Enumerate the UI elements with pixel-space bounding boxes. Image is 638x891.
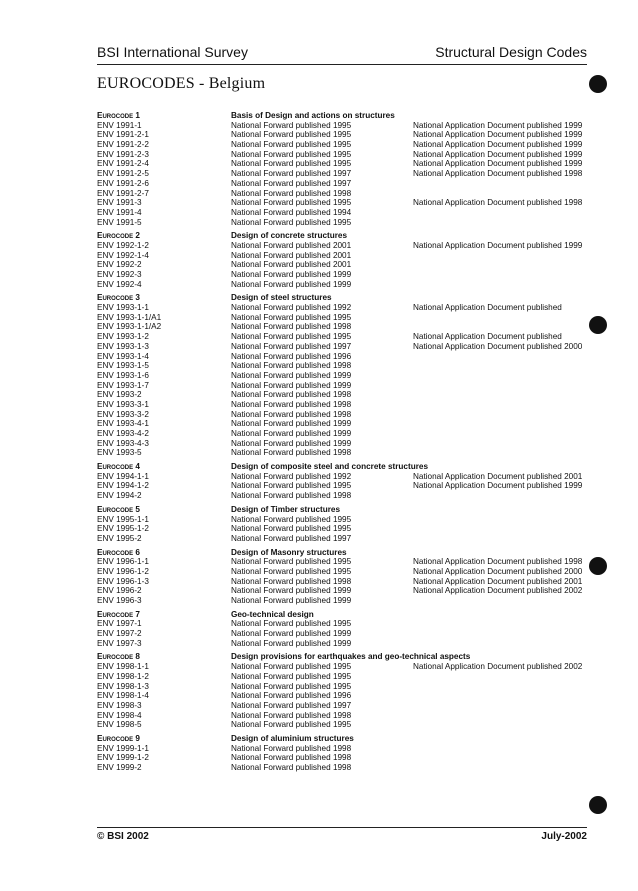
standard-row [97,524,597,534]
standard-row [97,130,597,140]
eurocode-number: Eurocode 3 [97,293,140,303]
standard-row [97,241,597,251]
header-survey-title: BSI International Survey [97,44,248,60]
eurocode-number: Eurocode 1 [97,111,140,120]
standard-row [97,322,597,332]
standard-row [97,472,597,482]
national-forward-status: National Forward published 1997 [231,700,352,710]
section-header-row [97,462,597,472]
standard-row [97,371,597,381]
standard-code: ENV 1997-1 [97,619,142,629]
nad-status: National Application Document published 1998 [413,198,583,208]
standard-row [97,218,597,228]
national-forward-status: National Forward published 1999 [231,596,352,605]
nad-status: National Application Document published [413,303,562,313]
national-forward-status: National Forward published 1992 [231,303,352,313]
nad-status: National Application Document published 2002 [413,586,583,596]
standard-row [97,744,597,754]
national-forward-status: National Forward published 1995 [231,671,352,681]
national-forward-status: National Forward published 1998 [231,491,352,501]
standard-code: ENV 1994-2 [97,491,142,501]
national-forward-status: National Forward published 1998 [231,390,352,400]
standard-row [97,567,597,577]
eurocode-section [97,462,597,501]
standard-row [97,150,597,160]
nad-status: National Application Document published 2002 [413,662,583,672]
standard-code: ENV 1996-3 [97,596,142,605]
standard-code: ENV 1993-1-1 [97,303,149,313]
standard-code: ENV 1993-5 [97,448,142,458]
standard-code: ENV 1998-1-4 [97,691,149,701]
standard-row [97,400,597,410]
standard-code: ENV 1993-1-1/A1 [97,312,162,322]
section-header-row [97,548,597,558]
national-forward-status: National Forward published 1995 [231,720,352,730]
eurocode-section [97,505,597,544]
eurocode-number: Eurocode 9 [97,733,140,743]
standard-code: ENV 1994-1-2 [97,481,149,491]
national-forward-status: National Forward published 1999 [231,380,352,390]
standard-code: ENV 1998-1-2 [97,671,149,681]
standard-row [97,515,597,525]
national-forward-status: National Forward published 1995 [231,140,352,150]
standard-code: ENV 1991-2-7 [97,188,149,198]
national-forward-status: National Forward published 1999 [231,279,352,289]
section-header-row [97,610,597,620]
standard-row [97,361,597,371]
nad-status: National Application Document published 1999 [413,159,583,169]
section-heading: Design of composite steel and concrete structures [231,462,429,472]
national-forward-status: National Forward published 1995 [231,159,352,169]
punch-hole-mark [589,75,607,93]
section-heading: Design of Masonry structures [231,547,347,557]
eurocode-number: Eurocode 5 [97,504,140,514]
section-heading: Design provisions for earthquakes and geo-technical aspects [231,652,471,662]
standard-code: ENV 1999-1-2 [97,753,149,763]
standard-code: ENV 1991-3 [97,198,142,208]
standard-code: ENV 1995-2 [97,533,142,543]
nad-status: National Application Document published 1998 [413,557,583,567]
standard-row [97,672,597,682]
standard-row [97,260,597,270]
standard-code: ENV 1995-1-2 [97,524,149,534]
eurocode-section [97,231,597,289]
nad-status: National Application Document published 1998 [413,169,583,179]
national-forward-status: National Forward published 1995 [231,681,352,691]
eurocode-section [97,652,597,730]
standard-row [97,439,597,449]
standard-row [97,189,597,199]
national-forward-status: National Forward published 1998 [231,399,352,409]
national-forward-status: National Forward published 1995 [231,149,352,159]
national-forward-status: National Forward published 1995 [231,566,352,576]
standard-code: ENV 1993-2 [97,390,142,400]
standard-row [97,419,597,429]
national-forward-status: National Forward published 1995 [231,130,352,140]
standard-row [97,381,597,391]
eurocode-section [97,548,597,606]
section-heading: Design of steel structures [231,293,332,303]
eurocode-number: Eurocode 7 [97,609,140,619]
standard-row [97,586,597,596]
standard-row [97,169,597,179]
standard-code: ENV 1992-2 [97,260,142,270]
national-forward-status: National Forward published 2001 [231,260,352,270]
national-forward-status: National Forward published 1995 [231,619,352,629]
national-forward-status: National Forward published 1998 [231,409,352,419]
standard-code: ENV 1999-1-1 [97,743,149,753]
national-forward-status: National Forward published 2001 [231,250,352,260]
standard-row [97,763,597,773]
standard-row [97,662,597,672]
standard-code: ENV 1991-2-6 [97,178,149,188]
footer-date: July-2002 [541,831,587,842]
eurocode-number: Eurocode 4 [97,462,140,472]
standard-code: ENV 1993-3-2 [97,409,149,419]
national-forward-status: National Forward published 1996 [231,691,352,701]
standard-code: ENV 1993-1-5 [97,361,149,371]
header-section-title: Structural Design Codes [435,44,587,60]
national-forward-status: National Forward published 1995 [231,198,352,208]
eurocode-section [97,734,597,773]
national-forward-status: National Forward published 1995 [231,217,352,227]
nad-status: National Application Document published 1999 [413,120,583,130]
standard-row [97,481,597,491]
standard-code: ENV 1998-1-3 [97,681,149,691]
standard-code: ENV 1991-2-2 [97,140,149,150]
standard-code: ENV 1991-2-1 [97,130,149,140]
national-forward-status: National Forward published 1995 [231,524,352,534]
standard-code: ENV 1998-4 [97,710,142,720]
standard-code: ENV 1991-5 [97,217,142,227]
section-heading: Design of concrete structures [231,231,348,241]
standard-row [97,352,597,362]
punch-hole-mark [589,796,607,814]
standard-code: ENV 1993-3-1 [97,399,149,409]
national-forward-status: National Forward published 1998 [231,763,352,772]
section-header-row [97,111,597,121]
national-forward-status: National Forward published 1992 [231,471,352,481]
standard-row [97,251,597,261]
standard-code: ENV 1994-1-1 [97,471,149,481]
standard-code: ENV 1991-2-3 [97,149,149,159]
standard-row [97,198,597,208]
standard-row [97,332,597,342]
page-header [97,44,587,65]
national-forward-status: National Forward published 1999 [231,270,352,279]
eurocode-section [97,610,597,649]
standard-row [97,121,597,131]
national-forward-status: National Forward published 1995 [231,514,352,524]
standard-row [97,701,597,711]
national-forward-status: National Forward published 1995 [231,332,352,342]
eurocode-number: Eurocode 6 [97,547,140,557]
standard-code: ENV 1999-2 [97,763,142,772]
national-forward-status: National Forward published 1999 [231,638,352,648]
standard-row [97,682,597,692]
standard-code: ENV 1996-2 [97,586,142,596]
section-heading: Design of Timber structures [231,504,341,514]
national-forward-status: National Forward published 2001 [231,240,352,250]
standard-code: ENV 1991-2-4 [97,159,149,169]
nad-status: National Application Document published 1999 [413,140,583,150]
eurocode-section [97,293,597,458]
page-footer [97,827,587,842]
standard-row [97,691,597,701]
national-forward-status: National Forward published 1998 [231,576,352,586]
section-heading: Design of aluminium structures [231,733,354,743]
standard-code: ENV 1998-5 [97,720,142,730]
standard-code: ENV 1993-1-6 [97,370,149,380]
standard-row [97,534,597,544]
section-header-row [97,293,597,303]
standard-code: ENV 1998-3 [97,700,142,710]
national-forward-status: National Forward published 1997 [231,533,352,543]
standard-code: ENV 1992-1-2 [97,240,149,250]
national-forward-status: National Forward published 1997 [231,341,352,351]
standard-code: ENV 1992-4 [97,279,142,289]
eurocode-number: Eurocode 2 [97,231,140,241]
standard-row [97,303,597,313]
standard-code: ENV 1997-2 [97,629,142,639]
national-forward-status: National Forward published 1998 [231,743,352,753]
standard-row [97,140,597,150]
section-header-row [97,734,597,744]
national-forward-status: National Forward published 1998 [231,188,352,198]
national-forward-status: National Forward published 1995 [231,557,352,567]
standard-row [97,270,597,280]
standard-row [97,720,597,730]
nad-status: National Application Document published 1999 [413,240,583,250]
standard-row [97,208,597,218]
standard-row [97,577,597,587]
national-forward-status: National Forward published 1995 [231,662,352,672]
standard-code: ENV 1993-1-4 [97,351,149,361]
national-forward-status: National Forward published 1994 [231,207,352,217]
page-title: EUROCODES - Belgium [97,75,266,92]
nad-status: National Application Document published 2001 [413,471,583,481]
section-header-row [97,231,597,241]
standard-code: ENV 1996-1-1 [97,557,149,567]
standard-row [97,159,597,169]
standard-code: ENV 1991-4 [97,207,142,217]
national-forward-status: National Forward published 1998 [231,361,352,371]
national-forward-status: National Forward published 1999 [231,438,352,448]
section-heading: Geo-technical design [231,609,314,619]
national-forward-status: National Forward published 1998 [231,322,352,332]
national-forward-status: National Forward published 1999 [231,419,352,429]
standard-row [97,280,597,290]
nad-status: National Application Document published 1999 [413,149,583,159]
standard-code: ENV 1993-1-1/A2 [97,322,162,332]
nad-status: National Application Document published 1999 [413,130,583,140]
standard-row [97,629,597,639]
standard-row [97,557,597,567]
standard-code: ENV 1995-1-1 [97,514,149,524]
national-forward-status: National Forward published 1996 [231,351,352,361]
national-forward-status: National Forward published 1999 [231,370,352,380]
standard-row [97,753,597,763]
standard-row [97,639,597,649]
standard-code: ENV 1993-4-2 [97,429,149,438]
standard-code: ENV 1993-4-3 [97,438,149,448]
standard-row [97,342,597,352]
standard-row [97,619,597,629]
standard-code: ENV 1998-1-1 [97,662,149,672]
standard-row [97,313,597,323]
standard-row [97,596,597,606]
national-forward-status: National Forward published 1998 [231,753,352,763]
national-forward-status: National Forward published 1999 [231,429,352,438]
nad-status: National Application Document published 2000 [413,341,583,351]
standard-code: ENV 1991-2-5 [97,169,149,179]
national-forward-status: National Forward published 1999 [231,629,352,639]
nad-status: National Application Document published 1999 [413,481,583,491]
section-header-row [97,505,597,515]
standard-code: ENV 1991-1 [97,120,142,130]
eurocode-section [97,111,597,227]
national-forward-status: National Forward published 1997 [231,178,352,188]
footer-copyright: © BSI 2002 [97,831,149,842]
nad-status: National Application Document published 2001 [413,576,583,586]
eurocode-list [97,111,597,777]
section-header-row [97,652,597,662]
standard-row [97,429,597,439]
standard-code: ENV 1993-1-7 [97,380,149,390]
standard-row [97,410,597,420]
standard-code: ENV 1992-3 [97,270,142,279]
standard-row [97,491,597,501]
national-forward-status: National Forward published 1998 [231,710,352,720]
national-forward-status: National Forward published 1997 [231,169,352,179]
national-forward-status: National Forward published 1995 [231,312,352,322]
section-heading: Basis of Design and actions on structures [231,111,395,120]
national-forward-status: National Forward published 1995 [231,481,352,491]
standard-code: ENV 1993-4-1 [97,419,149,429]
standard-code: ENV 1993-1-2 [97,332,149,342]
nad-status: National Application Document published 2000 [413,566,583,576]
standard-code: ENV 1993-1-3 [97,341,149,351]
standard-code: ENV 1996-1-2 [97,566,149,576]
standard-row [97,179,597,189]
eurocode-number: Eurocode 8 [97,652,140,662]
national-forward-status: National Forward published 1995 [231,120,352,130]
national-forward-status: National Forward published 1998 [231,448,352,458]
national-forward-status: National Forward published 1999 [231,586,352,596]
standard-code: ENV 1992-1-4 [97,250,149,260]
standard-row [97,448,597,458]
nad-status: National Application Document published [413,332,562,342]
standard-code: ENV 1996-1-3 [97,576,149,586]
standard-row [97,711,597,721]
standard-code: ENV 1997-3 [97,638,142,648]
standard-row [97,390,597,400]
